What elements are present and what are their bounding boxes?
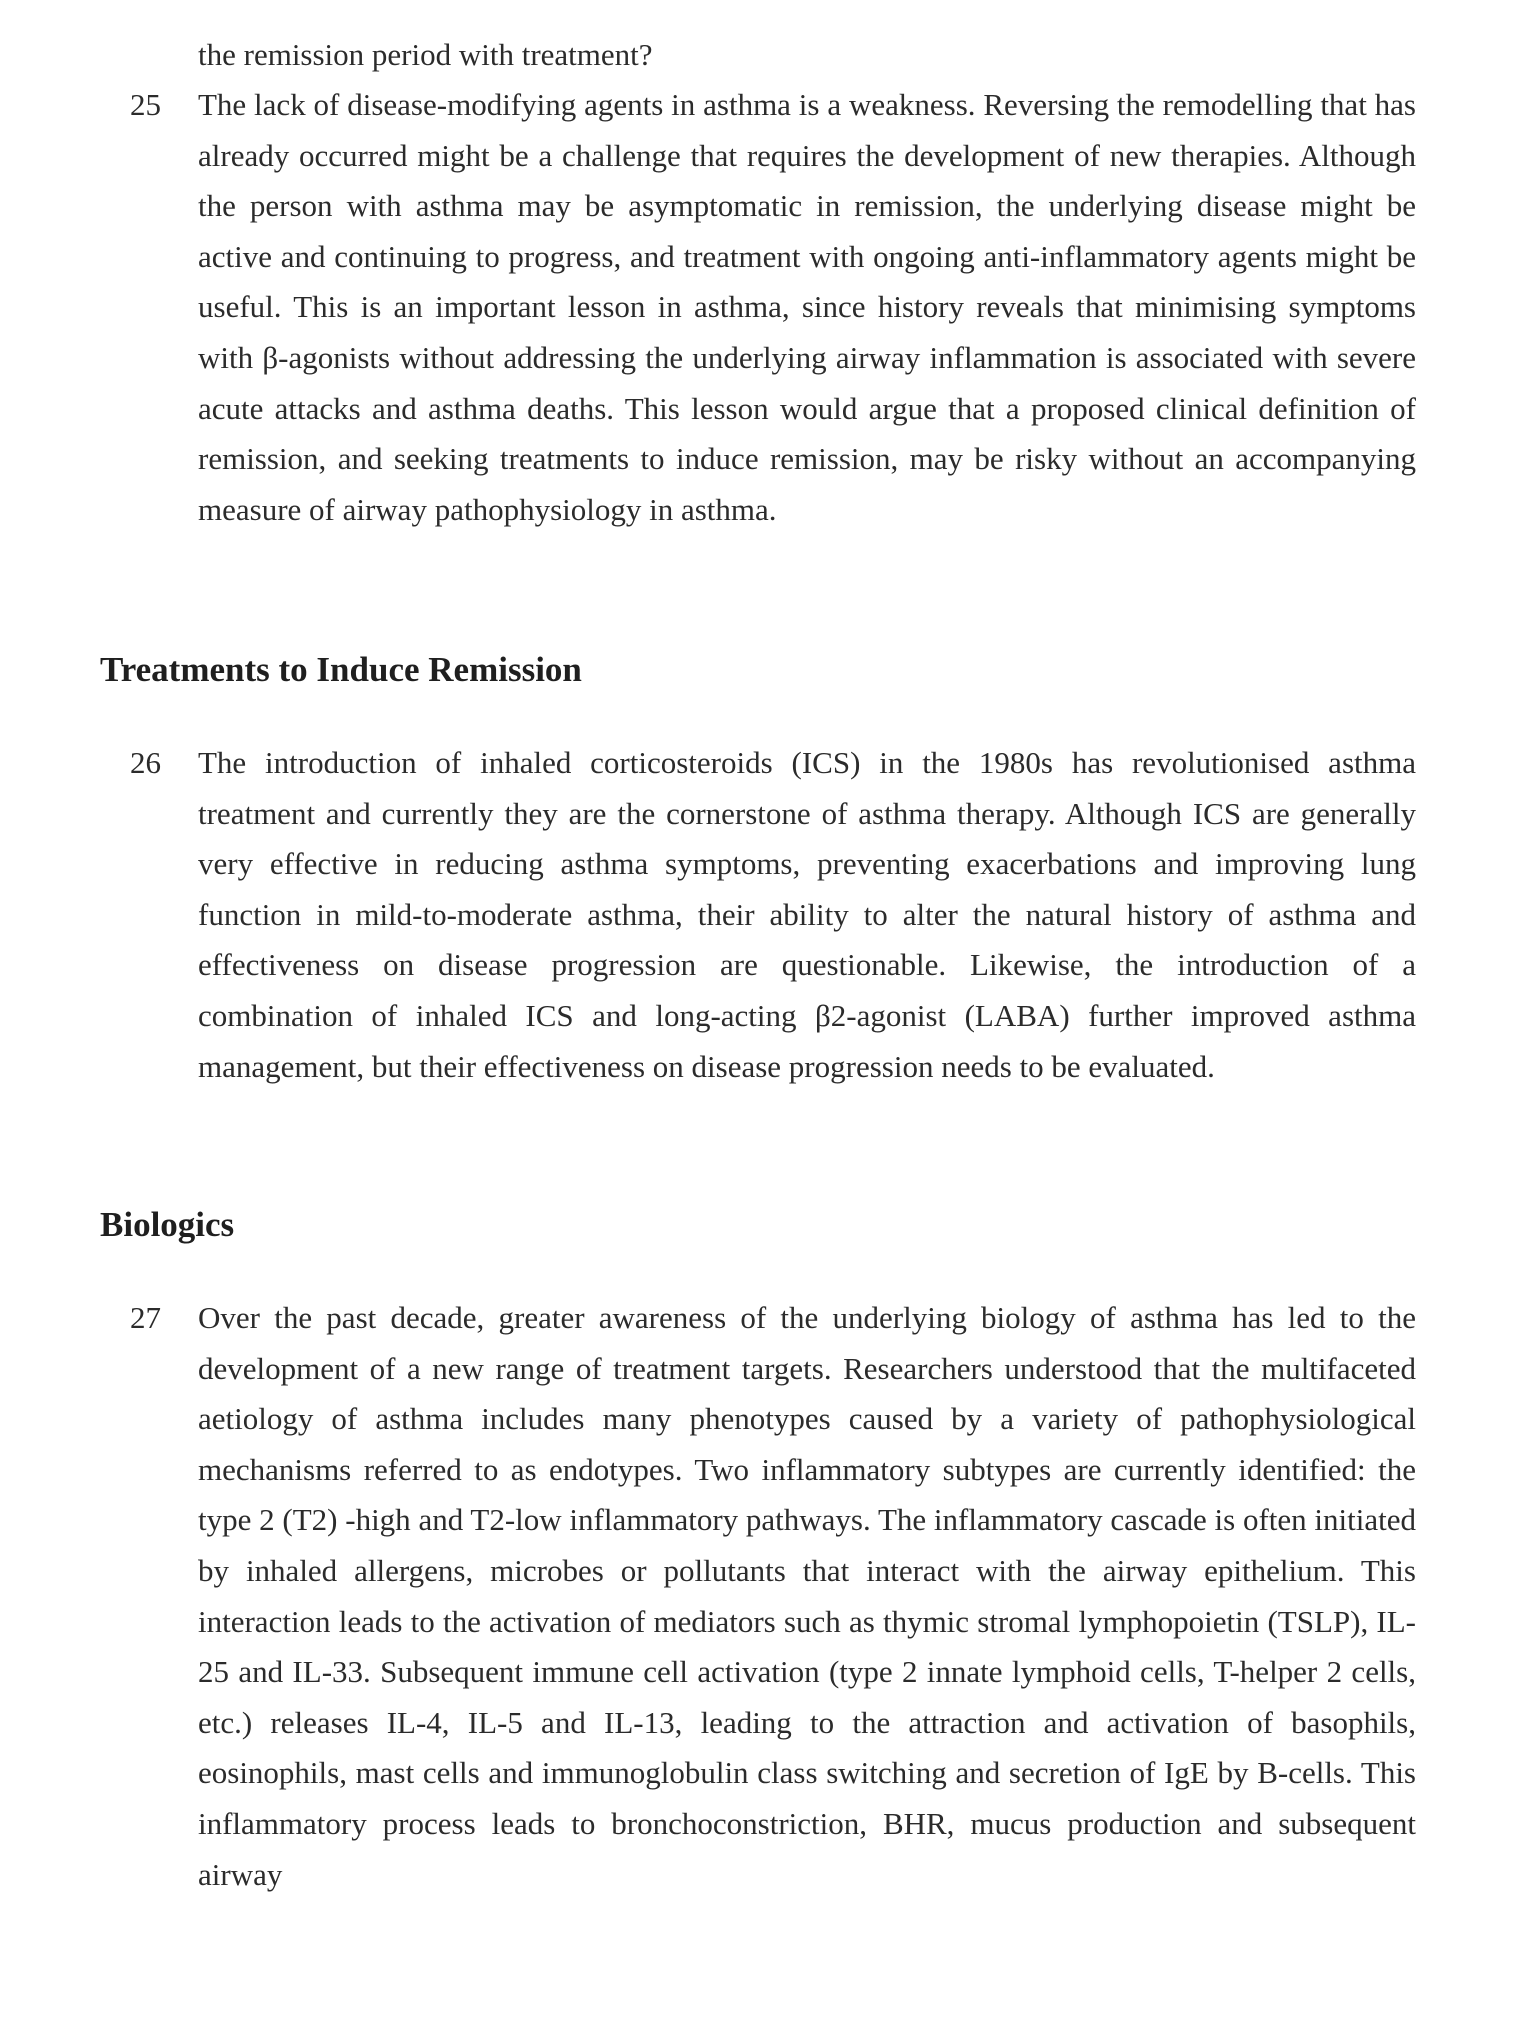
paragraph-number-25: 25 <box>130 87 161 122</box>
paragraph-27: Over the past decade, greater awareness of the underlying biology of asthma has led to the development of a new range of treatment targets. Researchers understood that the multifaceted aetiology of asthma includes many phenotypes caused by a variety of pathophysiological mechanisms referred to as endotypes. Two inflammatory subtypes are currently identified: the type 2 (T2) -high and T2-low inflammatory pathways. The inflammatory cascade is often initiated by inhaled allergens, microbes or pollutants that interact with the airway epithelium. This interaction leads to the activation of mediators such as thymic stromal lymphopoietin (TSLP), IL-25 and IL-33. Subsequent immune cell activation (type 2 innate lymphoid cells, T-helper 2 cells, etc.) releases IL-4, IL-5 and IL-13, leading to the attraction and activation of basophils, eosinophils, mast cells and immunoglobulin class switching and secretion of IgE by B-cells. This inflammatory process leads to bronchoconstriction, BHR, mucus production and subsequent airway <box>198 1300 1416 1892</box>
paragraph-number-26: 26 <box>130 745 161 780</box>
heading-biologics: Biologics <box>100 1205 235 1244</box>
heading-treatments-to-induce-remission: Treatments to Induce Remission <box>100 650 582 689</box>
continuation-text: the remission period with treatment? <box>198 37 653 72</box>
paragraph-26: The introduction of inhaled corticosteroids (ICS) in the 1980s has revolutionised asthma treatment and currently they are the cornerstone of asthma therapy. Although ICS are generally very effective in reducing asthma symptoms, preventing exacerbations and improving lung function in mild-to-moderate asthma, their ability to alter the natural history of asthma and effectiveness on disease progression are questionable. Likewise, the introduction of a combination of inhaled ICS and long-acting β2-agonist (LABA) further improved asthma management, but their effectiveness on disease progression needs to be evaluated. <box>198 745 1416 1084</box>
paragraph-25: The lack of disease-modifying agents in asthma is a weakness. Reversing the remodelling that has already occurred might be a challenge that requires the development of new therapies. Although the person with asthma may be asymptomatic in remission, the underlying disease might be active and continuing to progress, and treatment with ongoing anti-inflammatory agents might be useful. This is an important lesson in asthma, since history reveals that minimising symptoms with β-agonists without addressing the underlying airway inflammation is associated with severe acute attacks and asthma deaths. This lesson would argue that a proposed clinical definition of remission, and seeking treatments to induce remission, may be risky without an accompanying measure of airway pathophysiology in asthma. <box>198 87 1416 527</box>
paragraph-number-27: 27 <box>130 1300 161 1335</box>
